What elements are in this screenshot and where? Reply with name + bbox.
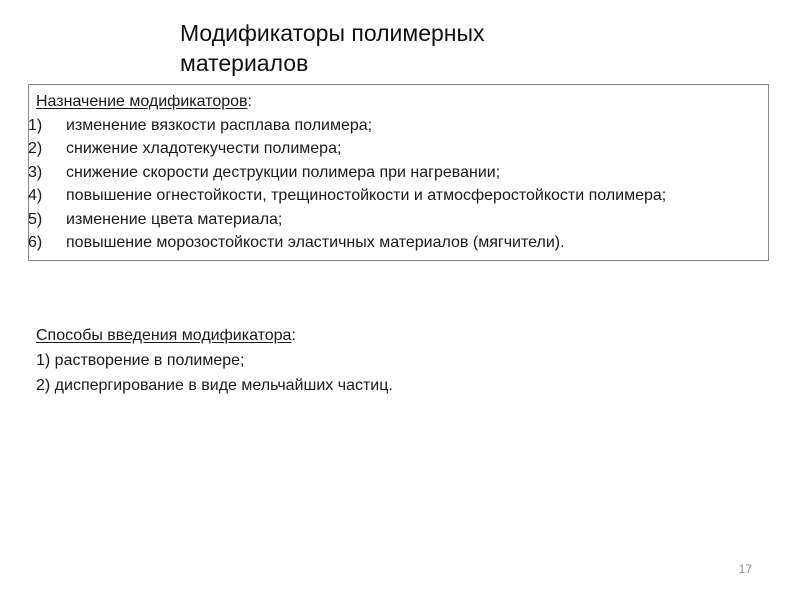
purpose-list	[28, 114, 748, 255]
list-item	[28, 114, 748, 138]
list-item-text: снижение хладотекучести полимера;	[66, 140, 342, 157]
page-number: 17	[738, 562, 752, 576]
purpose-heading-colon: :	[247, 93, 252, 110]
list-item	[28, 208, 748, 232]
purpose-heading-text: Назначение модификаторов	[36, 93, 248, 110]
methods-heading	[36, 323, 436, 348]
list-item-number: 1)	[28, 116, 43, 134]
list-item-number: 5)	[28, 210, 43, 228]
methods-heading-colon: :	[291, 327, 296, 344]
list-item-text: снижение скорости деструкции полимера при нагревании;	[66, 163, 501, 181]
list-item-number: 3)	[28, 163, 43, 181]
list-item-text: повышение морозостойкости эластичных материалов (мягчители).	[66, 234, 565, 251]
list-item-text: повышение огнестойкости, трещиностойкости и атмосферостойкости полимера;	[66, 187, 667, 204]
purpose-block	[28, 90, 748, 255]
list-item-number: 4)	[28, 187, 43, 204]
list-item-text: изменение вязкости расплава полимера;	[66, 116, 373, 134]
methods-heading-text: Способы введения модификатора	[36, 327, 292, 344]
methods-block	[36, 323, 436, 398]
methods-item: 1) растворение в полимере;	[36, 352, 245, 369]
list-item	[28, 161, 748, 185]
methods-item: 2) диспергирование в виде мельчайших частиц.	[36, 377, 393, 394]
list-item-text: изменение цвета материала;	[66, 210, 283, 228]
purpose-heading	[28, 90, 748, 114]
list-item-number: 6)	[28, 234, 43, 251]
list-item-number: 2)	[28, 140, 43, 157]
list-item	[28, 184, 748, 208]
list-item	[28, 137, 748, 161]
slide-title: Модификаторы полимерных материалов	[180, 20, 485, 76]
list-item	[28, 231, 748, 255]
